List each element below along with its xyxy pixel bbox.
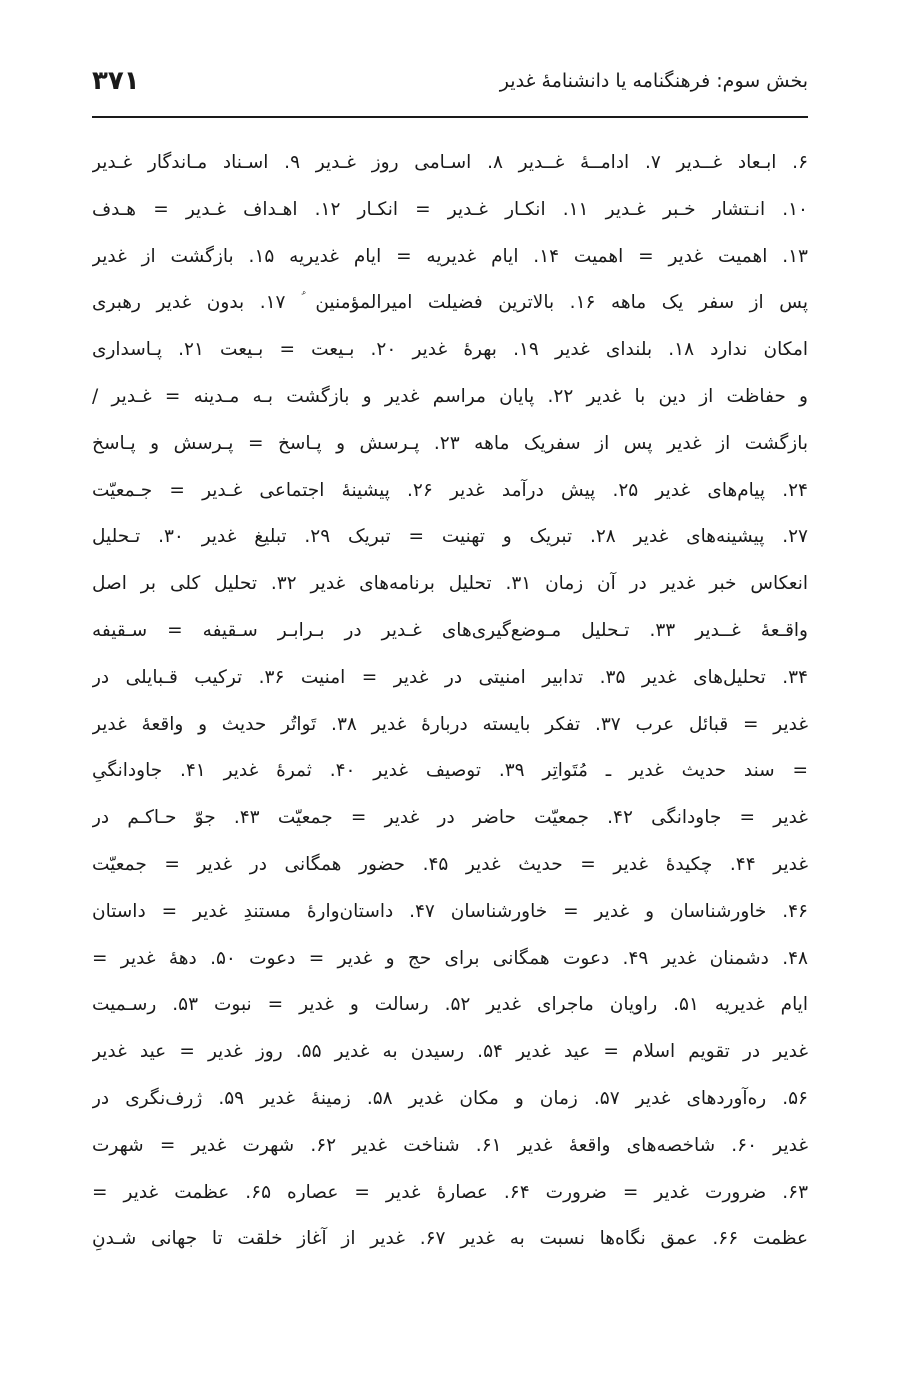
page-header xyxy=(92,66,808,118)
text-line: غدیر = جاودانگی ۴۲. جمعیّت حاضر در غدیر = جمعیّت ۴۳. جوّ حـاکـم در xyxy=(92,807,808,829)
text-line: عظمت ۶۶. عمق نگاه‌ها نسبت به غدیر ۶۷. غدیر از آغاز خلقت تا جهانی شـدنِ xyxy=(92,1228,808,1250)
page-number: ۳۷۱ xyxy=(92,66,140,96)
text-line: ۲۴. پیام‌های غدیر ۲۵. پیش درآمد غدیر ۲۶. پیشینۀ اجتماعی غـدیر = جـمعیّت xyxy=(92,479,808,501)
text-line: غدیر ۶۰. شاخصه‌های واقعۀ غدیر ۶۱. شناخت غدیر ۶۲. شهرت غدیر = شهرت xyxy=(92,1134,808,1156)
text-line: غدیر ۴۴. چکیدۀ غدیر = حدیث غدیر ۴۵. حضور همگانی در غدیر = جمعیّت xyxy=(92,853,808,875)
text-line: ۱۰. انـتشار خـبر غـدیر ۱۱. انکـار غـدیر = انکـار ۱۲. اهـداف غـدیر = هـدف xyxy=(92,198,808,220)
text-line: ۴۸. دشمنان غدیر ۴۹. دعوت همگانی برای حج و غدیر = دعوت ۵۰. دهۀ غدیر = xyxy=(92,947,808,969)
text-line: انعکاس خبر غدیر در آن زمان ۳۱. تحلیل برنامه‌های غدیر ۳۲. تحلیل کلی بر اصل xyxy=(92,573,808,595)
text-line: ۵۶. ره‌آوردهای غدیر ۵۷. زمان و مکان غدیر ۵۸. زمینۀ غدیر ۵۹. ژرف‌نگری در xyxy=(92,1087,808,1109)
text-line: امکان ندارد ۱۸. بلندای غدیر ۱۹. بهرۀ غدیر ۲۰. بـیعت = بـیعت ۲۱. پـاسداری xyxy=(92,339,808,361)
text-line: ایام غدیریه ۵۱. راویان ماجرای غدیر ۵۲. رسالت و غدیر = نبوت ۵۳. رسـمیت xyxy=(92,994,808,1016)
text-line: ۶. ابـعاد غــدیر ۷. ادامــۀ غــدیر ۸. اسـامی روز غـدیر ۹. اسـناد مـاندگار غـدیر xyxy=(92,152,808,173)
header-rule xyxy=(92,116,808,118)
text-line: ۳۴. تحلیل‌های غدیر ۳۵. تدابیر امنیتی در غدیر = امنیت ۳۶. ترکیب قـبایلی در xyxy=(92,666,808,688)
text-line: = سند حدیث غدیر ـ مُتَواتِر ۳۹. توصیف غدیر ۴۰. ثمرۀ غدیر ۴۱. جاودانگیِ xyxy=(92,760,808,782)
text-line: غدیر = قبائل عرب ۳۷. تفکر بایسته دربارۀ غدیر ۳۸. تَواتُر حدیث و واقعۀ غدیر xyxy=(92,713,808,735)
running-title: بخش سوم: فرهنگنامه یا دانشنامۀ غدیر xyxy=(499,70,808,92)
text-line: بازگشت از غدیر پس از سفریک ماهه ۲۳. پـرسش و پـاسخ = پـرسش و پـاسخ xyxy=(92,432,808,454)
text-line: ۴۶. خاورشناسان و غدیر = خاورشناسان ۴۷. داستان‌وارۀ مستندِ غدیر = داستان xyxy=(92,900,808,922)
text-line: و حفاظت از دین با غدیر ۲۲. پایان مراسم غدیر و بازگشت بـه مـدینه = غـدیر / xyxy=(92,385,808,407)
text-line: ۶۳. ضرورت غدیر = ضرورت ۶۴. عصارۀ غدیر = عصاره ۶۵. عظمت غدیر = xyxy=(92,1181,808,1203)
text-line: غدیر در تقویم اسلام = عید غدیر ۵۴. رسیدن به غدیر ۵۵. روز غدیر = عید غدیر xyxy=(92,1041,808,1063)
text-line: ۲۷. پیشینه‌های غدیر ۲۸. تبریک و تهنیت = تبریک ۲۹. تبلیغ غدیر ۳۰. تـحلیل xyxy=(92,526,808,548)
text-line: ۱۳. اهمیت غدیر = اهمیت ۱۴. ایام غدیریه = ایام غدیریه ۱۵. بازگشت از غدیر xyxy=(92,245,808,267)
text-line: واقـعۀ غــدیر ۳۳. تـحلیل مـوضع‌گیری‌های غـدیر در بـرابـر سـقیفه = سـقیفه xyxy=(92,619,808,641)
body-text xyxy=(92,140,808,1263)
text-line: پس از سفر یک ماهه ۱۶. بالاترین فضیلت امیرالمؤمنین ؑ ۱۷. بدون غدیر رهبری xyxy=(92,292,808,314)
